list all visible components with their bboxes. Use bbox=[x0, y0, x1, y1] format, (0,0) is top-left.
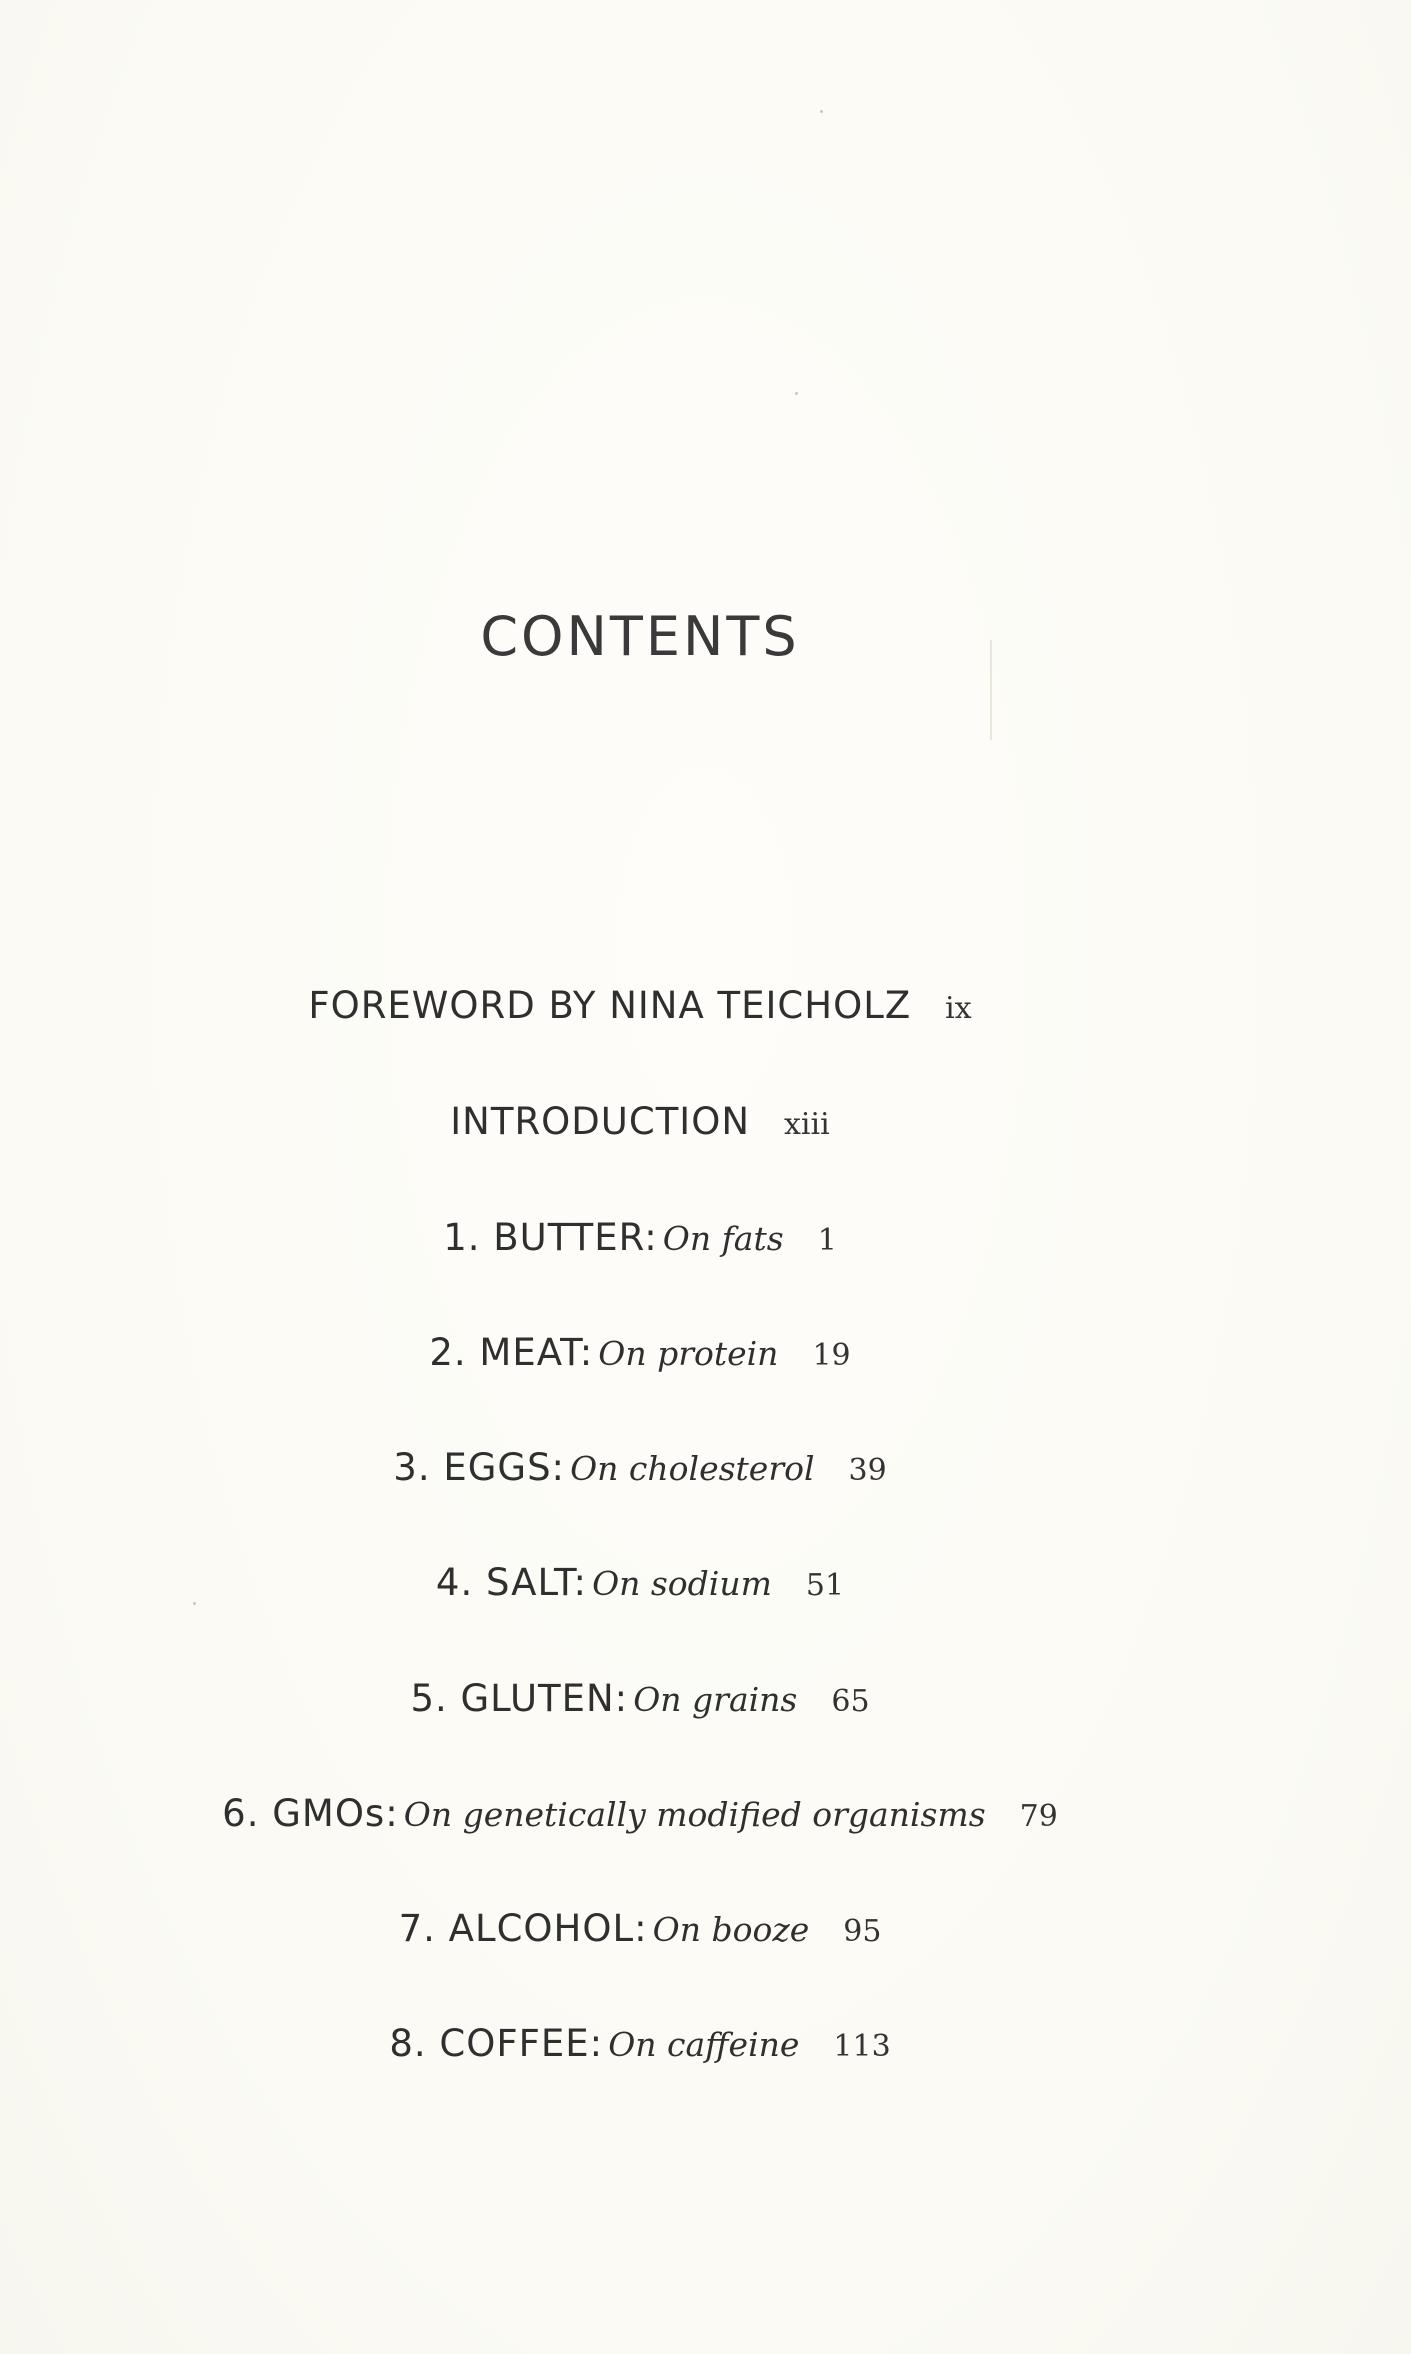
toc-entry-page: 19 bbox=[812, 1338, 851, 1373]
toc-entry-chapter-8 bbox=[0, 2022, 1280, 2065]
toc-entry-label: 3. EGGS: bbox=[393, 1446, 566, 1489]
toc-entry-subtitle: On caffeine bbox=[608, 2025, 800, 2064]
toc-entry-chapter-3 bbox=[0, 1446, 1280, 1489]
toc-entry-subtitle: On fats bbox=[662, 1219, 784, 1258]
paper-speck bbox=[193, 1602, 196, 1605]
toc-entry-page: xiii bbox=[784, 1107, 830, 1142]
toc-entry-chapter-4 bbox=[0, 1561, 1280, 1604]
toc-entry-page: 113 bbox=[833, 2029, 891, 2064]
toc-entry-page: 95 bbox=[843, 1914, 882, 1949]
toc-entry-label: 8. COFFEE: bbox=[389, 2022, 604, 2065]
toc-entry-chapter-5 bbox=[0, 1677, 1280, 1720]
toc-entry-subtitle: On cholesterol bbox=[570, 1449, 815, 1488]
toc-entry-foreword bbox=[0, 984, 1280, 1027]
toc-entry-page: 65 bbox=[831, 1684, 870, 1719]
toc-entry-page: ix bbox=[945, 991, 972, 1026]
toc-entry-chapter-2 bbox=[0, 1331, 1280, 1374]
toc-entry-label: 1. BUTTER: bbox=[443, 1216, 658, 1259]
toc-entry-page: 1 bbox=[817, 1223, 837, 1258]
toc-entry-label: 4. SALT: bbox=[435, 1561, 587, 1604]
toc-entry-label: INTRODUCTION bbox=[450, 1100, 751, 1143]
toc-entry-introduction bbox=[0, 1100, 1280, 1143]
toc-entry-label: 2. MEAT: bbox=[429, 1331, 594, 1374]
toc-entry-subtitle: On booze bbox=[652, 1910, 810, 1949]
toc-entry-label: 5. GLUTEN: bbox=[410, 1677, 629, 1720]
toc-entry-page: 79 bbox=[1019, 1799, 1058, 1834]
page-title: CONTENTS bbox=[480, 605, 800, 668]
toc-entry-label: 6. GMOs: bbox=[222, 1792, 399, 1835]
toc-entry-page: 39 bbox=[848, 1453, 887, 1488]
toc-entry-chapter-6 bbox=[0, 1792, 1280, 1835]
toc-entry-label: FOREWORD BY NINA TEICHOLZ bbox=[308, 984, 912, 1027]
toc-entry-subtitle: On sodium bbox=[592, 1564, 772, 1603]
toc-entry-label: 7. ALCOHOL: bbox=[398, 1907, 648, 1950]
toc-entry-chapter-7 bbox=[0, 1907, 1280, 1950]
toc-entry-subtitle: On genetically modified organisms bbox=[403, 1795, 986, 1834]
toc-entry-page: 51 bbox=[805, 1568, 845, 1603]
paper-speck bbox=[820, 110, 823, 113]
paper-speck bbox=[795, 392, 798, 395]
toc-entry-chapter-1 bbox=[0, 1216, 1280, 1259]
toc-entry-subtitle: On protein bbox=[598, 1334, 779, 1373]
toc-entry-subtitle: On grains bbox=[633, 1680, 798, 1719]
